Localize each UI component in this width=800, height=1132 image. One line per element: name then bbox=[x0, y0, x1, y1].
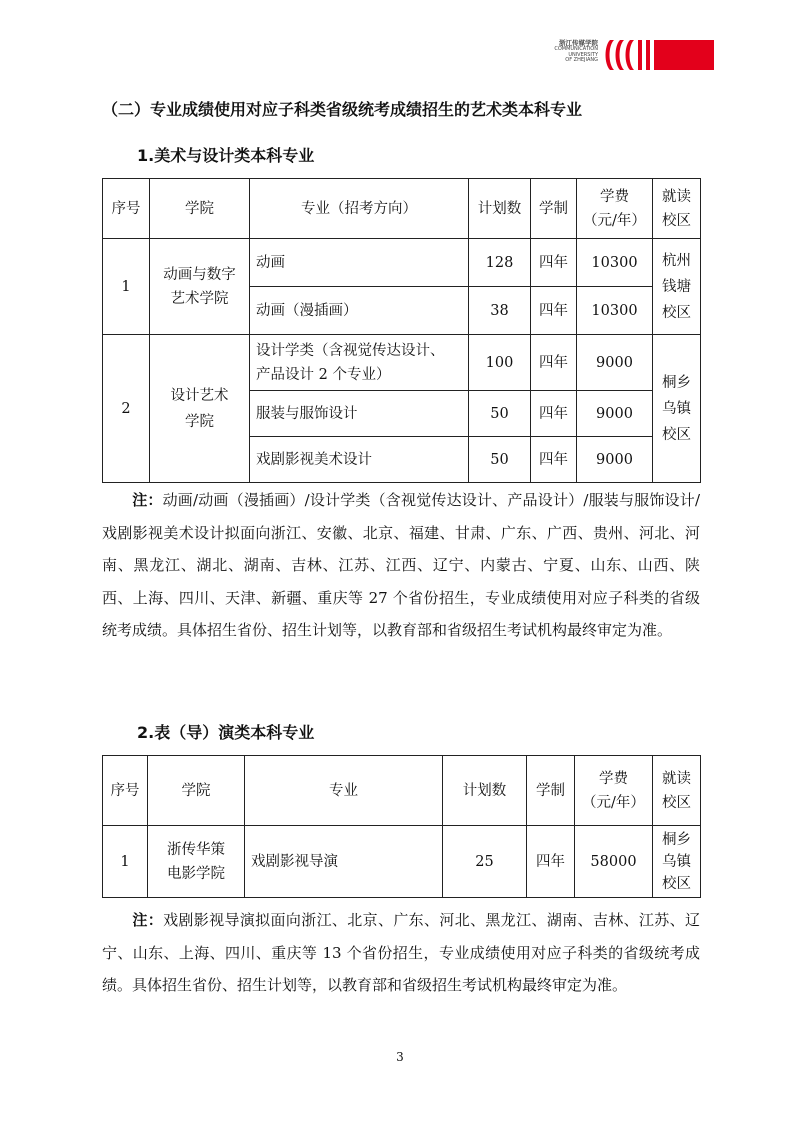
logo-cn: 浙江传媒学院 bbox=[559, 39, 598, 47]
directing-table bbox=[102, 755, 701, 898]
logo-en-1: COMMUNICATION bbox=[554, 46, 598, 53]
row-plan: 50 bbox=[469, 437, 531, 483]
table-header-row bbox=[103, 179, 701, 239]
row-major: 动画 bbox=[250, 239, 469, 287]
note-text: 戏剧影视导演拟面向浙江、北京、广东、河北、黑龙江、湖南、吉林、江苏、辽宁、山东、上海、四川、重庆等 13 个省份招生，专业成绩使用对应子科类的省级统考成绩。具体招生省份、招生计划等，以教育部和省级招生考试机构最终审定为准。 bbox=[102, 911, 700, 995]
row-college: 动画与数字 艺术学院 bbox=[150, 239, 250, 335]
section2-title: 2.表（导）演类本科专业 bbox=[137, 723, 315, 742]
row-plan: 50 bbox=[469, 391, 531, 437]
header-campus: 就读 校区 bbox=[653, 179, 701, 239]
row-duration: 四年 bbox=[531, 391, 577, 437]
table-row bbox=[103, 335, 701, 391]
row-fee: 10300 bbox=[577, 239, 653, 287]
row-duration: 四年 bbox=[531, 335, 577, 391]
row-no: 1 bbox=[103, 826, 148, 898]
header-major: 专业 bbox=[245, 756, 443, 826]
header-duration: 学制 bbox=[527, 756, 575, 826]
row-duration: 四年 bbox=[527, 826, 575, 898]
header-no: 序号 bbox=[103, 756, 148, 826]
row-duration: 四年 bbox=[531, 437, 577, 483]
row-fee: 58000 bbox=[575, 826, 653, 898]
header-campus: 就读 校区 bbox=[653, 756, 701, 826]
row-fee: 9000 bbox=[577, 437, 653, 483]
row-no: 1 bbox=[103, 239, 150, 335]
row-campus: 杭州 钱塘 校区 bbox=[653, 239, 701, 335]
header-college: 学院 bbox=[148, 756, 245, 826]
header-fee: 学费 （元/年） bbox=[577, 179, 653, 239]
row-major: 戏剧影视导演 bbox=[245, 826, 443, 898]
row-college: 浙传华策 电影学院 bbox=[148, 826, 245, 898]
section1-note bbox=[102, 484, 700, 647]
section1-title: 1.美术与设计类本科专业 bbox=[137, 146, 315, 165]
page-number: 3 bbox=[396, 1050, 404, 1064]
table-row bbox=[103, 826, 701, 898]
row-major: 设计学类（含视觉传达设计、 产品设计 2 个专业） bbox=[250, 335, 469, 391]
row-plan: 25 bbox=[443, 826, 527, 898]
row-major: 戏剧影视美术设计 bbox=[250, 437, 469, 483]
section2-note bbox=[102, 904, 700, 1002]
row-duration: 四年 bbox=[531, 287, 577, 335]
logo-en-2: UNIVERSITY bbox=[568, 51, 598, 58]
table-row bbox=[103, 239, 701, 287]
note-text: 动画/动画（漫插画）/设计学类（含视觉传达设计、产品设计）/服装与服饰设计/戏剧影视美术设计拟面向浙江、安徽、北京、福建、甘肃、广东、广西、贵州、河北、河南、黑龙江、湖北、湖南、吉林、江苏、江西、辽宁、内蒙古、宁夏、山东、山西、陕西、上海、四川、天津、新疆、重庆等 27 个省份招生，专业成绩使用对应子科类的省级统考成绩。具体招生省份、招生计划等，以教育部和省级招生考试机构最终审定为准。 bbox=[102, 491, 700, 640]
logo-text bbox=[552, 40, 598, 64]
row-campus: 桐乡 乌镇 校区 bbox=[653, 826, 701, 898]
row-plan: 128 bbox=[469, 239, 531, 287]
row-plan: 100 bbox=[469, 335, 531, 391]
row-college: 设计艺术 学院 bbox=[150, 335, 250, 483]
logo-en-3: OF ZHEJIANG bbox=[565, 57, 598, 64]
row-major: 动画（漫插画） bbox=[250, 287, 469, 335]
row-major: 服装与服饰设计 bbox=[250, 391, 469, 437]
row-plan: 38 bbox=[469, 287, 531, 335]
logo-bars-icon bbox=[602, 40, 714, 70]
header-major: 专业（招考方向） bbox=[250, 179, 469, 239]
note-label: 注： bbox=[132, 911, 164, 929]
row-campus: 桐乡 乌镇 校区 bbox=[653, 335, 701, 483]
table-header-row bbox=[103, 756, 701, 826]
row-fee: 9000 bbox=[577, 335, 653, 391]
note-label: 注： bbox=[132, 491, 163, 509]
header-duration: 学制 bbox=[531, 179, 577, 239]
main-heading: （二）专业成绩使用对应子科类省级统考成绩招生的艺术类本科专业 bbox=[102, 100, 583, 119]
header-plan: 计划数 bbox=[469, 179, 531, 239]
header-fee: 学费 （元/年） bbox=[575, 756, 653, 826]
header-plan: 计划数 bbox=[443, 756, 527, 826]
row-no: 2 bbox=[103, 335, 150, 483]
university-logo bbox=[552, 36, 714, 74]
art-design-table bbox=[102, 178, 701, 483]
row-fee: 10300 bbox=[577, 287, 653, 335]
row-duration: 四年 bbox=[531, 239, 577, 287]
header-no: 序号 bbox=[103, 179, 150, 239]
row-fee: 9000 bbox=[577, 391, 653, 437]
header-college: 学院 bbox=[150, 179, 250, 239]
